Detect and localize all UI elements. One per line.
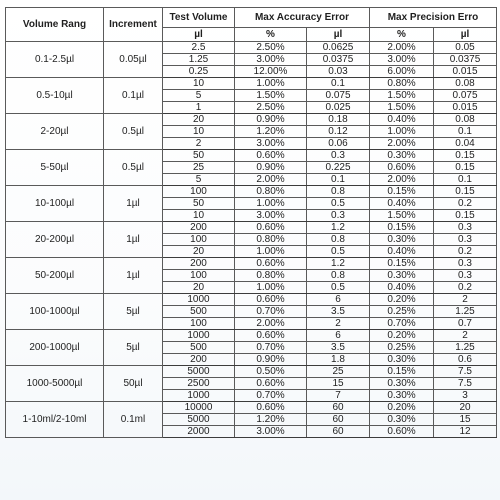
- test-volume-cell: 5000: [163, 366, 235, 378]
- precision-pct-cell: 0.20%: [370, 294, 434, 306]
- precision-ul-cell: 0.05: [434, 42, 497, 54]
- precision-ul-cell: 12: [434, 426, 497, 438]
- increment-cell: 5µl: [104, 330, 163, 366]
- precision-pct-cell: 0.40%: [370, 246, 434, 258]
- table-row: [6, 222, 497, 234]
- test-volume-cell: 2.5: [163, 42, 235, 54]
- precision-ul-cell: 3: [434, 390, 497, 402]
- increment-cell: 1µl: [104, 258, 163, 294]
- test-volume-cell: 100: [163, 234, 235, 246]
- precision-pct-cell: 0.70%: [370, 318, 434, 330]
- accuracy-pct-cell: 3.00%: [235, 426, 307, 438]
- test-volume-cell: 25: [163, 162, 235, 174]
- table-row: [6, 114, 497, 126]
- precision-pct-cell: 0.15%: [370, 186, 434, 198]
- test-volume-cell: 1000: [163, 330, 235, 342]
- precision-pct-cell: 0.60%: [370, 162, 434, 174]
- precision-ul-cell: 0.15: [434, 210, 497, 222]
- accuracy-ul-cell: 0.03: [307, 66, 370, 78]
- pipette-spec-table: [5, 7, 497, 438]
- header-max-accuracy-error: Max Accuracy Error: [235, 8, 370, 28]
- accuracy-ul-cell: 60: [307, 426, 370, 438]
- precision-ul-cell: 1.25: [434, 342, 497, 354]
- precision-pct-cell: 0.15%: [370, 258, 434, 270]
- increment-cell: 1µl: [104, 222, 163, 258]
- precision-ul-cell: 0.0375: [434, 54, 497, 66]
- accuracy-pct-cell: 1.00%: [235, 198, 307, 210]
- precision-pct-cell: 0.20%: [370, 402, 434, 414]
- increment-cell: 5µl: [104, 294, 163, 330]
- accuracy-ul-cell: 7: [307, 390, 370, 402]
- precision-pct-cell: 0.40%: [370, 114, 434, 126]
- precision-pct-cell: 0.20%: [370, 330, 434, 342]
- test-volume-cell: 100: [163, 318, 235, 330]
- table-row: [6, 78, 497, 90]
- test-volume-cell: 20: [163, 114, 235, 126]
- accuracy-pct-cell: 0.70%: [235, 390, 307, 402]
- precision-ul-cell: 0.015: [434, 66, 497, 78]
- test-volume-cell: 100: [163, 270, 235, 282]
- test-volume-cell: 5: [163, 90, 235, 102]
- header-increment: Increment: [104, 8, 163, 42]
- precision-ul-cell: 7.5: [434, 366, 497, 378]
- accuracy-pct-cell: 0.70%: [235, 342, 307, 354]
- accuracy-pct-cell: 0.60%: [235, 294, 307, 306]
- test-volume-cell: 2500: [163, 378, 235, 390]
- accuracy-pct-cell: 2.50%: [235, 42, 307, 54]
- accuracy-pct-cell: 0.90%: [235, 162, 307, 174]
- precision-ul-cell: 0.08: [434, 78, 497, 90]
- header-unit-ul: µl: [307, 28, 370, 42]
- accuracy-ul-cell: 1.2: [307, 258, 370, 270]
- precision-pct-cell: 0.25%: [370, 306, 434, 318]
- header-unit-ul: µl: [163, 28, 235, 42]
- accuracy-pct-cell: 0.60%: [235, 150, 307, 162]
- precision-pct-cell: 0.30%: [370, 390, 434, 402]
- accuracy-ul-cell: 0.025: [307, 102, 370, 114]
- accuracy-pct-cell: 12.00%: [235, 66, 307, 78]
- precision-ul-cell: 15: [434, 414, 497, 426]
- test-volume-cell: 200: [163, 354, 235, 366]
- increment-cell: 50µl: [104, 366, 163, 402]
- precision-ul-cell: 0.3: [434, 258, 497, 270]
- accuracy-ul-cell: 0.1: [307, 78, 370, 90]
- test-volume-cell: 200: [163, 258, 235, 270]
- precision-ul-cell: 0.3: [434, 270, 497, 282]
- increment-cell: 0.5µl: [104, 114, 163, 150]
- accuracy-ul-cell: 3.5: [307, 306, 370, 318]
- volume-range-cell: 100-1000µl: [6, 294, 104, 330]
- accuracy-ul-cell: 0.8: [307, 186, 370, 198]
- accuracy-pct-cell: 3.00%: [235, 210, 307, 222]
- table-row: [6, 402, 497, 414]
- increment-cell: 0.1ml: [104, 402, 163, 438]
- accuracy-pct-cell: 3.00%: [235, 138, 307, 150]
- precision-ul-cell: 1.25: [434, 306, 497, 318]
- accuracy-pct-cell: 0.60%: [235, 258, 307, 270]
- table-header: [6, 8, 497, 42]
- precision-ul-cell: 2: [434, 330, 497, 342]
- accuracy-ul-cell: 2: [307, 318, 370, 330]
- volume-range-cell: 0.5-10µl: [6, 78, 104, 114]
- accuracy-ul-cell: 60: [307, 414, 370, 426]
- precision-pct-cell: 1.50%: [370, 102, 434, 114]
- volume-range-cell: 5-50µl: [6, 150, 104, 186]
- test-volume-cell: 1.25: [163, 54, 235, 66]
- precision-pct-cell: 2.00%: [370, 174, 434, 186]
- accuracy-ul-cell: 0.8: [307, 270, 370, 282]
- accuracy-ul-cell: 0.0625: [307, 42, 370, 54]
- precision-ul-cell: 0.15: [434, 150, 497, 162]
- precision-ul-cell: 0.7: [434, 318, 497, 330]
- test-volume-cell: 20: [163, 282, 235, 294]
- precision-ul-cell: 0.1: [434, 126, 497, 138]
- test-volume-cell: 1: [163, 102, 235, 114]
- test-volume-cell: 500: [163, 306, 235, 318]
- precision-pct-cell: 0.40%: [370, 282, 434, 294]
- precision-ul-cell: 2: [434, 294, 497, 306]
- accuracy-ul-cell: 0.075: [307, 90, 370, 102]
- accuracy-pct-cell: 3.00%: [235, 54, 307, 66]
- accuracy-pct-cell: 0.80%: [235, 234, 307, 246]
- accuracy-ul-cell: 1.8: [307, 354, 370, 366]
- test-volume-cell: 100: [163, 186, 235, 198]
- accuracy-pct-cell: 0.60%: [235, 402, 307, 414]
- precision-ul-cell: 7.5: [434, 378, 497, 390]
- test-volume-cell: 200: [163, 222, 235, 234]
- accuracy-pct-cell: 0.80%: [235, 270, 307, 282]
- test-volume-cell: 5: [163, 174, 235, 186]
- test-volume-cell: 50: [163, 198, 235, 210]
- test-volume-cell: 20: [163, 246, 235, 258]
- accuracy-pct-cell: 0.70%: [235, 306, 307, 318]
- header-unit-pct: %: [370, 28, 434, 42]
- accuracy-ul-cell: 25: [307, 366, 370, 378]
- accuracy-pct-cell: 1.20%: [235, 126, 307, 138]
- table-row: [6, 294, 497, 306]
- volume-range-cell: 20-200µl: [6, 222, 104, 258]
- precision-pct-cell: 0.15%: [370, 222, 434, 234]
- accuracy-pct-cell: 1.50%: [235, 90, 307, 102]
- precision-ul-cell: 0.015: [434, 102, 497, 114]
- test-volume-cell: 5000: [163, 414, 235, 426]
- accuracy-ul-cell: 0.5: [307, 282, 370, 294]
- accuracy-pct-cell: 2.00%: [235, 318, 307, 330]
- accuracy-pct-cell: 1.00%: [235, 246, 307, 258]
- precision-ul-cell: 0.2: [434, 282, 497, 294]
- test-volume-cell: 10: [163, 78, 235, 90]
- precision-ul-cell: 0.2: [434, 246, 497, 258]
- precision-pct-cell: 0.25%: [370, 342, 434, 354]
- accuracy-pct-cell: 0.60%: [235, 222, 307, 234]
- precision-ul-cell: 0.3: [434, 234, 497, 246]
- test-volume-cell: 50: [163, 150, 235, 162]
- precision-ul-cell: 0.15: [434, 186, 497, 198]
- table-row: [6, 366, 497, 378]
- precision-ul-cell: 0.1: [434, 174, 497, 186]
- precision-pct-cell: 3.00%: [370, 54, 434, 66]
- accuracy-ul-cell: 6: [307, 294, 370, 306]
- accuracy-ul-cell: 0.5: [307, 198, 370, 210]
- accuracy-ul-cell: 15: [307, 378, 370, 390]
- volume-range-cell: 0.1-2.5µl: [6, 42, 104, 78]
- test-volume-cell: 1000: [163, 294, 235, 306]
- precision-pct-cell: 0.80%: [370, 78, 434, 90]
- accuracy-ul-cell: 0.5: [307, 246, 370, 258]
- table-row: [6, 150, 497, 162]
- accuracy-ul-cell: 6: [307, 330, 370, 342]
- precision-ul-cell: 0.08: [434, 114, 497, 126]
- test-volume-cell: 2: [163, 138, 235, 150]
- accuracy-pct-cell: 0.50%: [235, 366, 307, 378]
- precision-ul-cell: 0.6: [434, 354, 497, 366]
- precision-ul-cell: 0.3: [434, 222, 497, 234]
- accuracy-ul-cell: 0.225: [307, 162, 370, 174]
- precision-pct-cell: 1.50%: [370, 210, 434, 222]
- precision-ul-cell: 20: [434, 402, 497, 414]
- header-volume-range: Volume Rang: [6, 8, 104, 42]
- table-row: [6, 258, 497, 270]
- accuracy-ul-cell: 0.3: [307, 210, 370, 222]
- accuracy-pct-cell: 0.80%: [235, 186, 307, 198]
- accuracy-pct-cell: 0.60%: [235, 378, 307, 390]
- test-volume-cell: 0.25: [163, 66, 235, 78]
- volume-range-cell: 200-1000µl: [6, 330, 104, 366]
- increment-cell: 0.1µl: [104, 78, 163, 114]
- precision-pct-cell: 0.15%: [370, 366, 434, 378]
- volume-range-cell: 1-10ml/2-10ml: [6, 402, 104, 438]
- accuracy-ul-cell: 0.3: [307, 150, 370, 162]
- increment-cell: 0.05µl: [104, 42, 163, 78]
- increment-cell: 0.5µl: [104, 150, 163, 186]
- precision-pct-cell: 0.30%: [370, 270, 434, 282]
- accuracy-pct-cell: 1.00%: [235, 282, 307, 294]
- test-volume-cell: 10: [163, 126, 235, 138]
- table-body: [6, 42, 497, 438]
- accuracy-pct-cell: 0.90%: [235, 114, 307, 126]
- test-volume-cell: 1000: [163, 390, 235, 402]
- accuracy-ul-cell: 60: [307, 402, 370, 414]
- test-volume-cell: 2000: [163, 426, 235, 438]
- test-volume-cell: 10000: [163, 402, 235, 414]
- volume-range-cell: 2-20µl: [6, 114, 104, 150]
- precision-pct-cell: 0.30%: [370, 378, 434, 390]
- accuracy-pct-cell: 0.60%: [235, 330, 307, 342]
- accuracy-ul-cell: 0.0375: [307, 54, 370, 66]
- table-row: [6, 330, 497, 342]
- precision-pct-cell: 0.30%: [370, 354, 434, 366]
- accuracy-ul-cell: 0.8: [307, 234, 370, 246]
- accuracy-pct-cell: 2.00%: [235, 174, 307, 186]
- volume-range-cell: 50-200µl: [6, 258, 104, 294]
- test-volume-cell: 500: [163, 342, 235, 354]
- accuracy-pct-cell: 0.90%: [235, 354, 307, 366]
- accuracy-ul-cell: 0.1: [307, 174, 370, 186]
- precision-pct-cell: 0.30%: [370, 234, 434, 246]
- volume-range-cell: 10-100µl: [6, 186, 104, 222]
- volume-range-cell: 1000-5000µl: [6, 366, 104, 402]
- precision-pct-cell: 2.00%: [370, 42, 434, 54]
- precision-pct-cell: 0.30%: [370, 150, 434, 162]
- header-max-precision-error: Max Precision Erro: [370, 8, 497, 28]
- header-test-volume: Test Volume: [163, 8, 235, 28]
- accuracy-ul-cell: 0.12: [307, 126, 370, 138]
- precision-pct-cell: 6.00%: [370, 66, 434, 78]
- accuracy-ul-cell: 3.5: [307, 342, 370, 354]
- accuracy-ul-cell: 1.2: [307, 222, 370, 234]
- precision-ul-cell: 0.15: [434, 162, 497, 174]
- precision-pct-cell: 0.40%: [370, 198, 434, 210]
- accuracy-ul-cell: 0.06: [307, 138, 370, 150]
- accuracy-pct-cell: 1.20%: [235, 414, 307, 426]
- precision-pct-cell: 2.00%: [370, 138, 434, 150]
- precision-ul-cell: 0.075: [434, 90, 497, 102]
- header-unit-pct: %: [235, 28, 307, 42]
- test-volume-cell: 10: [163, 210, 235, 222]
- table-row: [6, 42, 497, 54]
- precision-ul-cell: 0.2: [434, 198, 497, 210]
- precision-ul-cell: 0.04: [434, 138, 497, 150]
- accuracy-pct-cell: 1.00%: [235, 78, 307, 90]
- precision-pct-cell: 0.60%: [370, 426, 434, 438]
- increment-cell: 1µl: [104, 186, 163, 222]
- precision-pct-cell: 1.50%: [370, 90, 434, 102]
- precision-pct-cell: 0.30%: [370, 414, 434, 426]
- table-row: [6, 186, 497, 198]
- header-unit-ul: µl: [434, 28, 497, 42]
- precision-pct-cell: 1.00%: [370, 126, 434, 138]
- accuracy-ul-cell: 0.18: [307, 114, 370, 126]
- accuracy-pct-cell: 2.50%: [235, 102, 307, 114]
